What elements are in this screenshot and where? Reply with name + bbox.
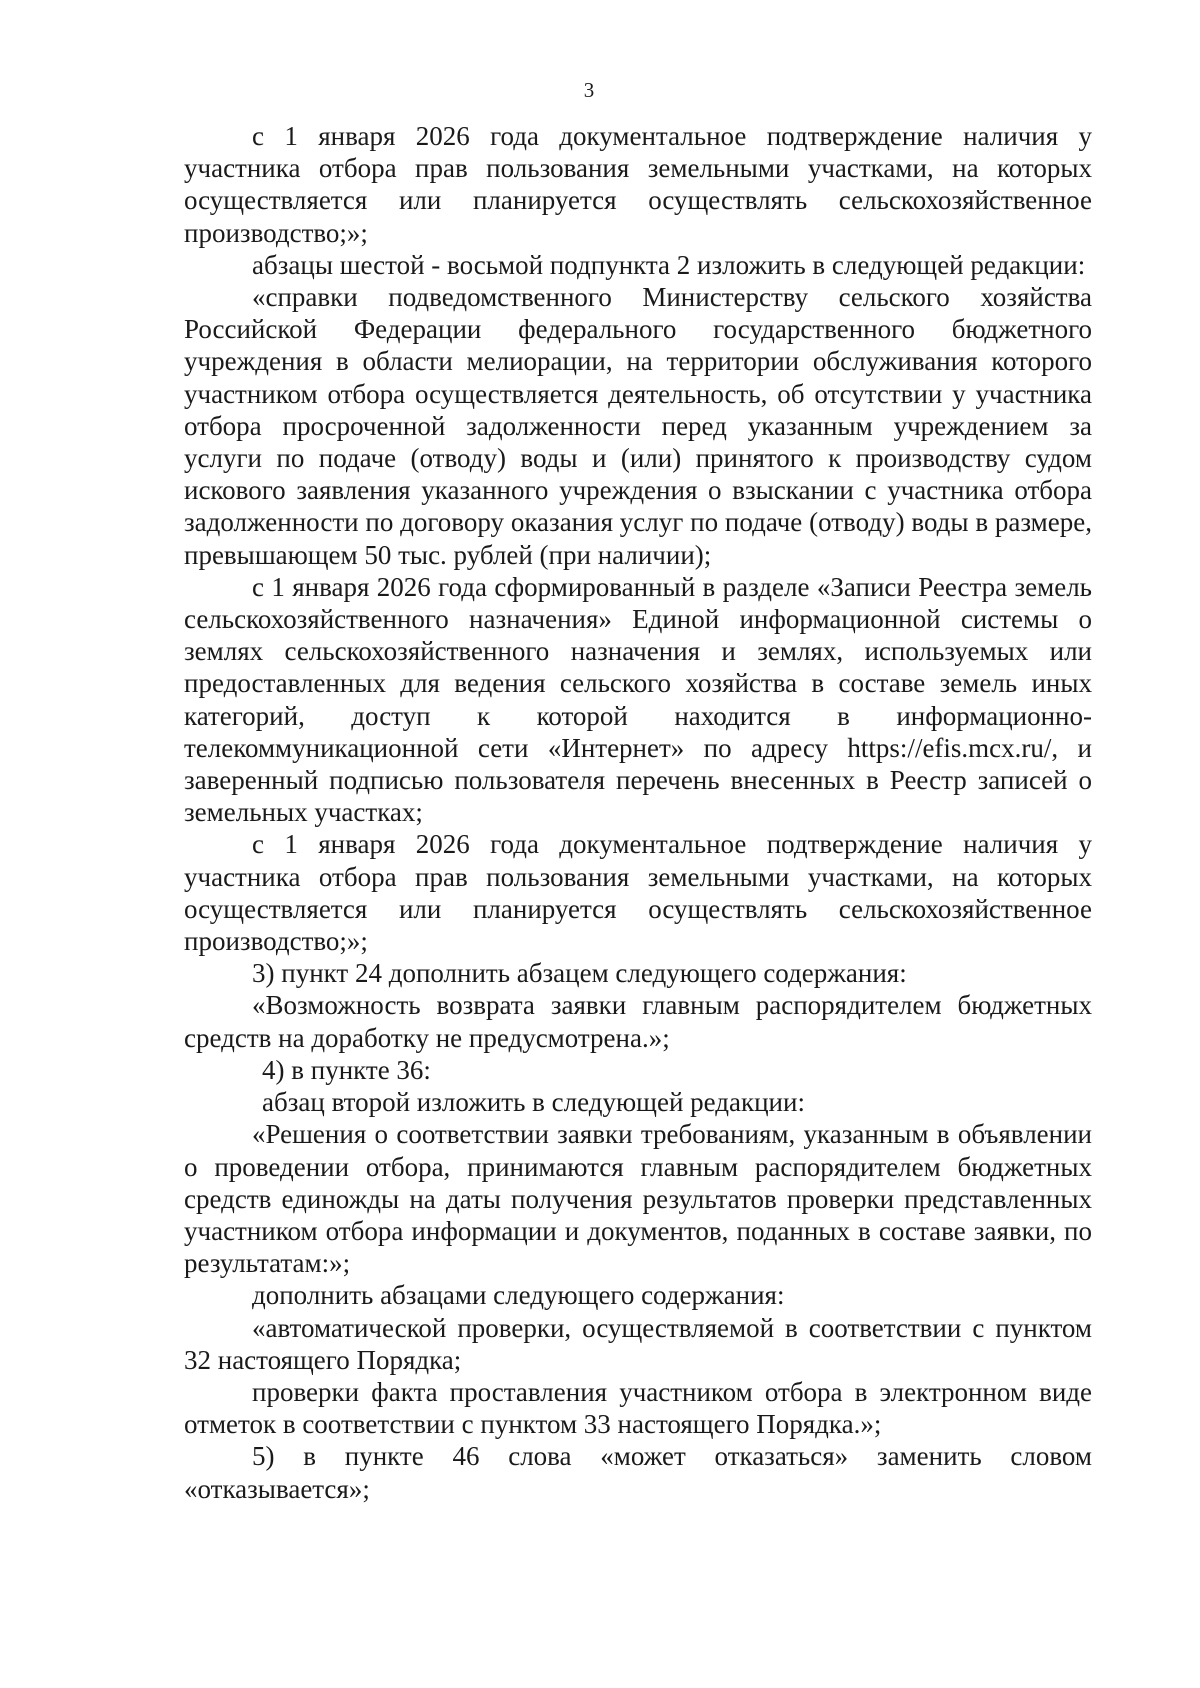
paragraph: дополнить абзацами следующего содержания: bbox=[252, 1280, 785, 1311]
paragraph: «Решения о соответствии заявки требованиям, указанным в объявлении о проведении отбора, принимаются главным распорядителем бюджетных средств единожды на даты получения результатов проверки представленных участником отбора информации и документов, поданных в составе заявки, по результатам:»; bbox=[184, 1119, 1092, 1279]
paragraph: с 1 января 2026 года сформированный в разделе «Записи Реестра земель сельскохозяйственного назначения» Единой информационной системы о землях сельскохозяйственного назначения и землях, используемых или предоставленных для ведения сельского хозяйства в составе земель иных категорий, доступ к которой находится в информационно-телекоммуникационной сети «Интернет» по адресу https://efis.mcx.ru/, и заверенный подписью пользователя перечень внесенных в Реестр записей о земельных участках; bbox=[184, 571, 1092, 828]
paragraph: «Возможность возврата заявки главным распорядителем бюджетных средств на доработку не предусмотрена.»; bbox=[184, 990, 1092, 1053]
paragraph: 4) в пункте 36: bbox=[262, 1054, 431, 1085]
paragraph: «справки подведомственного Министерству сельского хозяйства Российской Федерации федерального государственного бюджетного учреждения в области мелиорации, на территории обслуживания которого участником отбора осуществляется деятельность, об отсутствии у участника отбора просроченной задолженности перед указанным учреждением за услуги по подаче (отводу) воды и (или) принятого к производству судом искового заявления указанного учреждения о взыскании с участника отбора задолженности по договору оказания услуг по подаче (отводу) воды в размере, превышающем 50 тыс. рублей (при наличии); bbox=[184, 282, 1092, 570]
paragraph: 5) в пункте 46 слова «может отказаться» заменить словом «отказывается»; bbox=[184, 1441, 1092, 1504]
paragraph: проверки факта проставления участником отбора в электронном виде отметок в соответствии с пунктом 33 настоящего Порядка.»; bbox=[184, 1376, 1092, 1440]
page-number: 3 bbox=[583, 78, 595, 102]
document-body bbox=[184, 120, 1092, 1505]
paragraph: 3) пункт 24 дополнить абзацем следующего содержания: bbox=[252, 958, 907, 989]
paragraph: с 1 января 2026 года документальное подтверждение наличия у участника отбора прав пользования земельными участками, на которых осуществляется или планируется осуществлять сельскохозяйственное производство;»; bbox=[184, 829, 1092, 957]
paragraph: с 1 января 2026 года документальное подтверждение наличия у участника отбора прав пользования земельными участками, на которых осуществляется или планируется осуществлять сельскохозяйственное производство;»; bbox=[184, 121, 1092, 248]
paragraph: абзац второй изложить в следующей редакции: bbox=[262, 1087, 805, 1118]
paragraph: абзацы шестой - восьмой подпункта 2 изложить в следующей редакции: bbox=[252, 249, 1086, 280]
paragraph: «автоматической проверки, осуществляемой в соответствии с пунктом 32 настоящего Порядка; bbox=[184, 1312, 1092, 1375]
